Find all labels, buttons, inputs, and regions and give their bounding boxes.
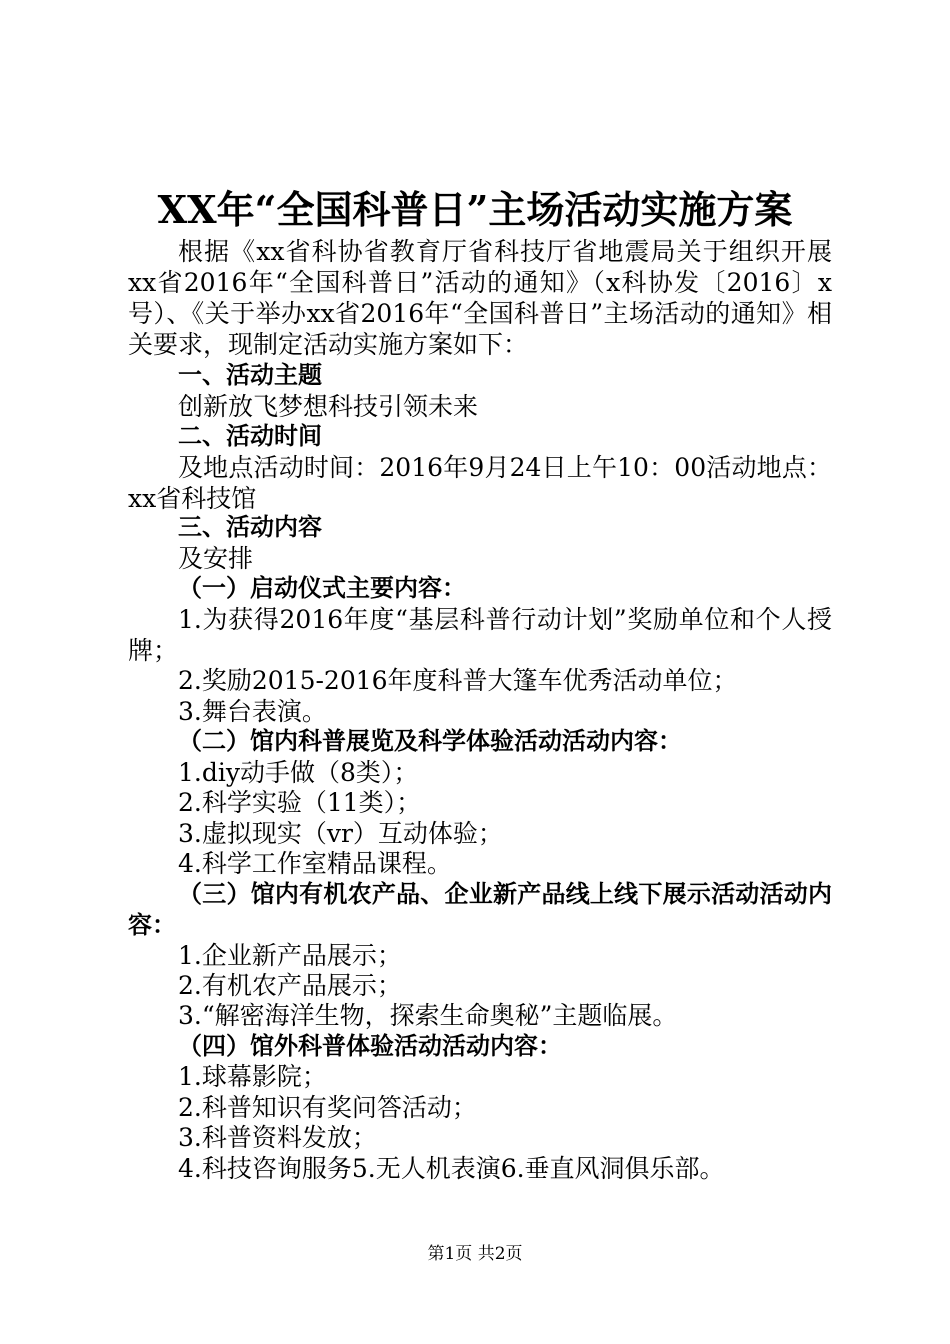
list-item: 4.科学工作室精品课程。: [178, 849, 452, 878]
section-heading-theme: 一、活动主题: [178, 361, 322, 389]
list-item: 4.科技咨询服务5.无人机表演6.垂直风洞俱乐部。: [178, 1154, 725, 1183]
list-item: 1.企业新产品展示；: [178, 941, 402, 970]
list-item: 3.舞台表演。: [178, 697, 327, 726]
subsection-heading-outdoor: （四）馆外科普体验活动活动内容：: [178, 1032, 562, 1060]
page-footer: 第1页 共2页: [427, 1244, 523, 1264]
list-item: 3.虚拟现实（vr）互动体验；: [178, 819, 503, 848]
list-item: 1.球幕影院；: [178, 1062, 327, 1091]
list-item: 2.有机农产品展示；: [178, 971, 402, 1000]
section-heading-time: 二、活动时间: [178, 422, 322, 450]
list-item: 3.科普资料发放；: [178, 1123, 377, 1152]
list-item: 2.科普知识有奖问答活动；: [178, 1093, 477, 1122]
subsection-heading-ceremony: （一）启动仪式主要内容：: [178, 574, 466, 602]
list-item: 1.diy动手做（8类）；: [178, 758, 419, 787]
list-item: 1.为获得2016年度“基层科普行动计划”奖励单位和个人授牌；: [128, 605, 832, 665]
theme-text: 创新放飞梦想科技引领未来: [178, 392, 479, 421]
list-item: 2.奖励2015-2016年度科普大篷车优秀活动单位；: [178, 666, 738, 695]
list-item: 2.科学实验（11类）；: [178, 788, 422, 817]
document-title: XX年“全国科普日”主场活动实施方案: [157, 187, 793, 232]
content-arrangement-text: 及安排: [178, 544, 254, 573]
subsection-heading-products: （三）馆内有机农产品、企业新产品线上线下展示活动活动内容：: [128, 880, 832, 939]
section-heading-content: 三、活动内容: [178, 513, 322, 541]
subsection-heading-exhibition: （二）馆内科普展览及科学体验活动活动内容：: [178, 727, 682, 755]
list-item: 3.“解密海洋生物，探索生命奥秘”主题临展。: [178, 1001, 678, 1030]
time-location-paragraph: 及地点活动时间：2016年9月24日上午10：00活动地点：xx省科技馆: [128, 453, 832, 513]
intro-paragraph: 根据《xx省科协省教育厅省科技厅省地震局关于组织开展xx省2016年“全国科普日”活动的通知》（x科协发〔2016〕x号）、《关于举办xx省2016年“全国科普日”主场活动的通知》相关要求，现制定活动实施方案如下：: [128, 237, 832, 359]
